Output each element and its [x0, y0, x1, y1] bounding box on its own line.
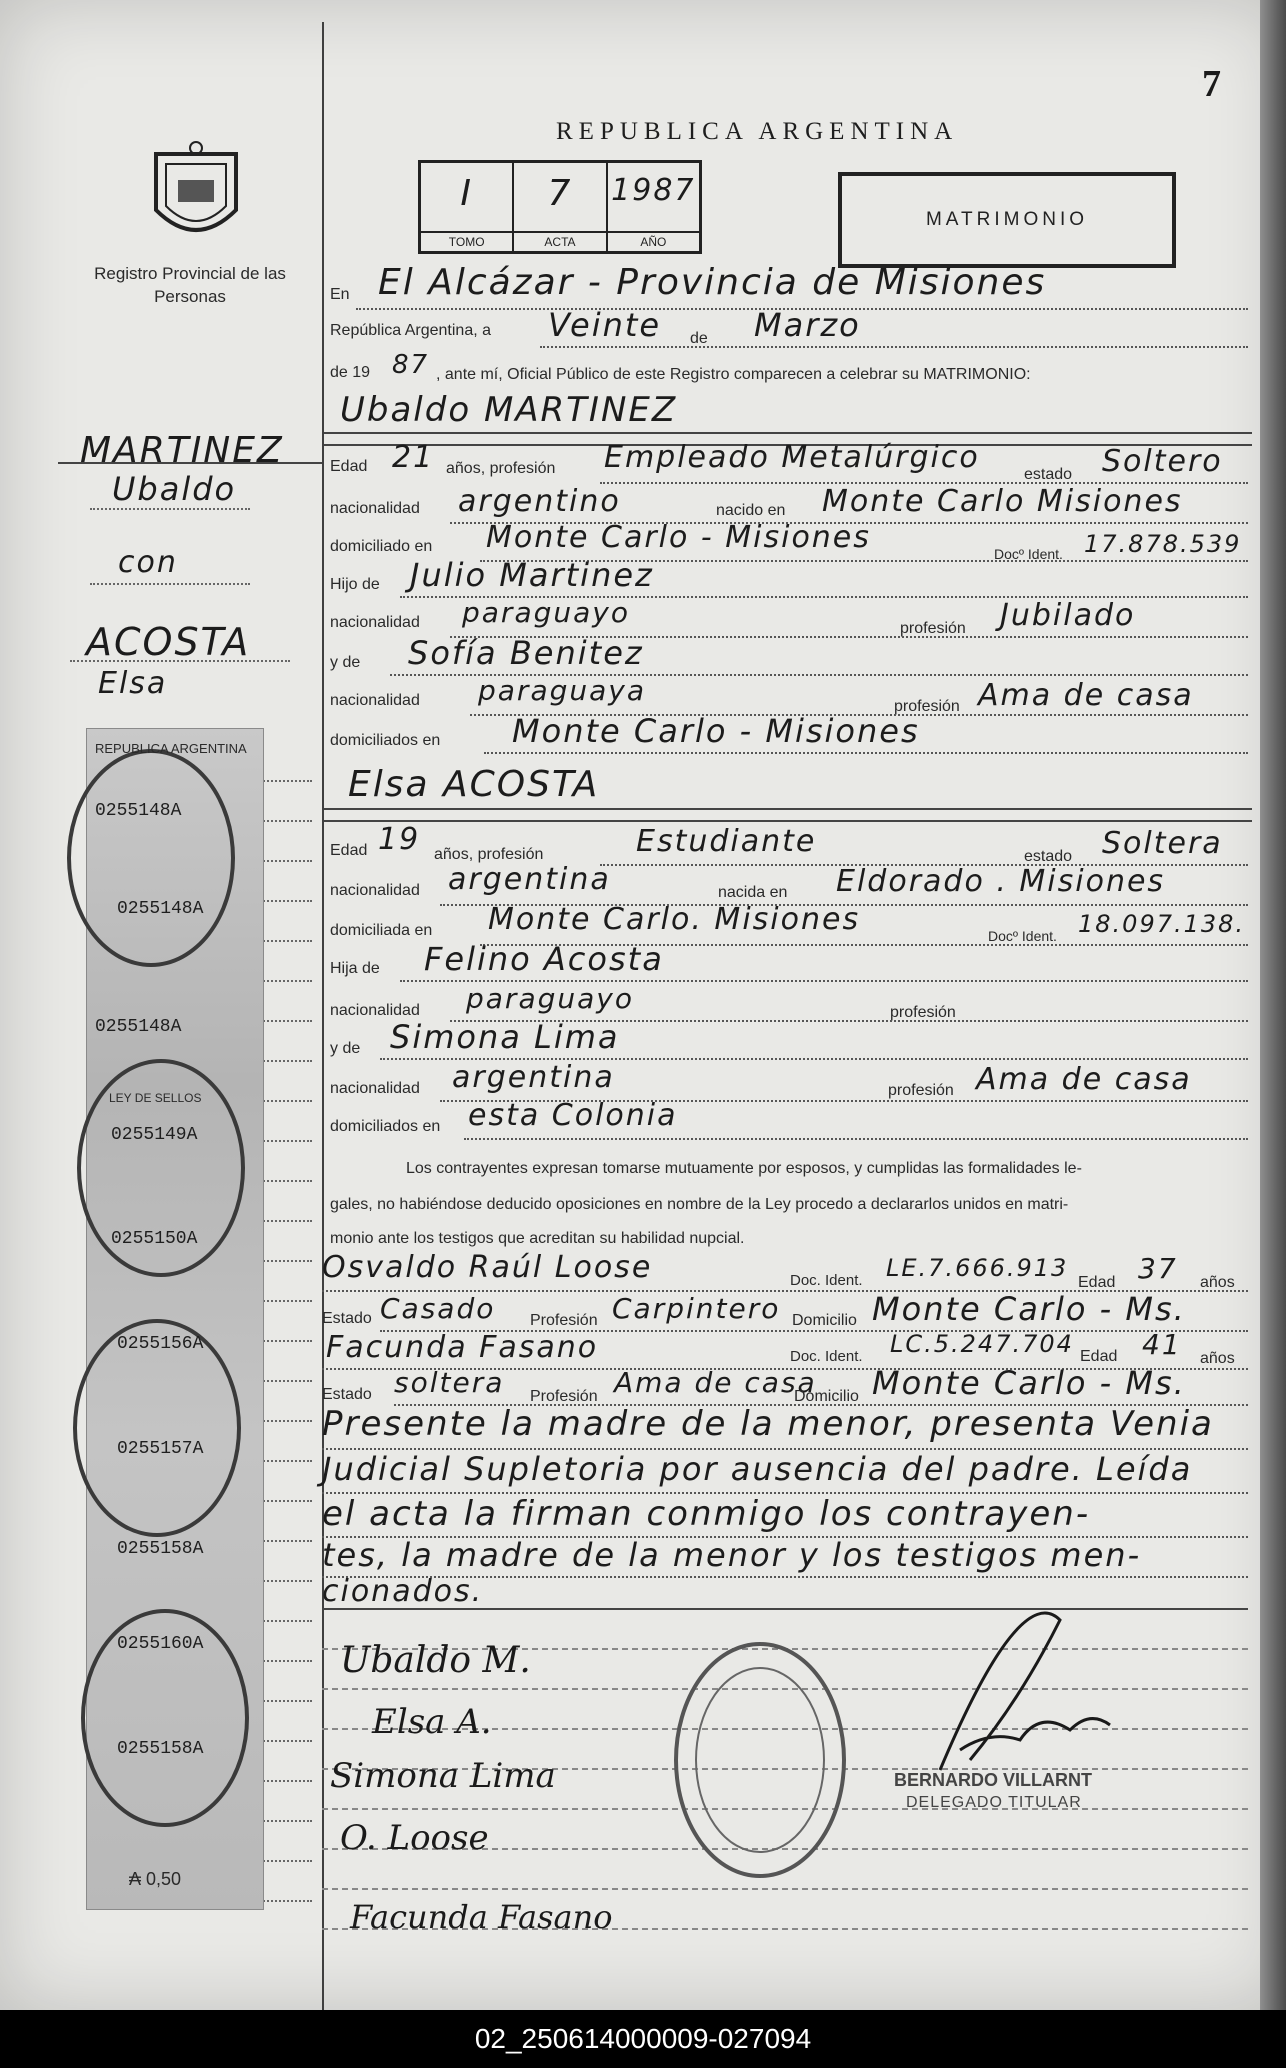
bride-father: Felino Acosta: [424, 940, 664, 978]
margin-rule: [90, 583, 250, 585]
label-hija: Hija de: [330, 960, 380, 977]
anio-label: AÑO: [608, 231, 699, 251]
file-id-bar: 02_250614000009-027094: [0, 2010, 1286, 2068]
groom-nationality: argentino: [458, 484, 621, 519]
label-ante: , ante mí, Oficial Público de este Registro comparecen a celebrar su MATRIMONIO:: [436, 366, 1031, 383]
signature-witness2: Facunda Fasano: [350, 1898, 613, 1936]
witness2-profession: Ama de casa: [614, 1366, 817, 1399]
witness1-doc: LE.7.666.913: [886, 1254, 1069, 1282]
notes-line-2: Judicial Supletoria por ausencia del padre. Leída: [322, 1450, 1193, 1488]
stamp-issuer: REPUBLICA ARGENTINA: [95, 741, 247, 756]
label-doc-ident: Doc. Ident.: [790, 1348, 863, 1365]
field-place: El Alcázar - Provincia de Misiones: [378, 262, 1047, 303]
tomo-label: TOMO: [421, 231, 512, 251]
groom-profession: Empleado Metalúrgico: [604, 440, 980, 475]
label-edad: Edad: [330, 842, 368, 859]
groom-status: Soltero: [1102, 444, 1223, 479]
notes-line-3: el acta la firman conmigo los contrayen-: [322, 1494, 1091, 1534]
label-mother-nacionalidad: nacionalidad: [330, 1080, 420, 1097]
stamp-number: 0255150A: [111, 1229, 198, 1249]
stamp-number: 0255148A: [95, 1017, 182, 1037]
acta-cell: [514, 163, 607, 251]
label-domiciliado: domiciliado en: [330, 538, 433, 555]
label-nacionalidad: nacionalidad: [330, 882, 420, 899]
witness2-status: soltera: [394, 1366, 505, 1399]
bride-mother-nationality: argentina: [452, 1060, 615, 1095]
stamp-number: 0255160A: [117, 1634, 204, 1654]
country-title: REPUBLICA ARGENTINA: [556, 118, 959, 145]
act-type-box: MATRIMONIO: [838, 172, 1176, 268]
official-seal-icon: [672, 1640, 848, 1880]
margin-con: con: [118, 545, 178, 580]
signature-groom: Ubaldo M.: [340, 1640, 531, 1681]
book-spine: [1260, 0, 1286, 2010]
groom-full-name: Ubaldo MARTINEZ: [340, 390, 678, 430]
stamp-oval: [67, 749, 235, 967]
rule: [540, 346, 1248, 348]
rule: [324, 820, 1252, 822]
label-father-profesion: profesión: [900, 620, 966, 637]
label-edad: Edad: [1080, 1348, 1118, 1365]
margin-groom-name: Ubaldo: [112, 470, 237, 508]
witness2-doc: LC.5.247.704: [890, 1330, 1074, 1358]
label-domiciliados: domiciliados en: [330, 732, 441, 749]
rule: [324, 808, 1252, 810]
stamp-number: 0255158A: [117, 1739, 204, 1759]
label-yde: y de: [330, 1040, 361, 1057]
stamp-number: 0255156A: [117, 1334, 204, 1354]
officer-title: DELEGADO TITULAR: [906, 1794, 1082, 1811]
acta-label: ACTA: [514, 231, 605, 251]
label-doc: Docº Ident.: [988, 928, 1057, 944]
signature-witness1: O. Loose: [340, 1818, 489, 1858]
anio-value: 1987: [611, 173, 696, 208]
groom-parents-domicile: Monte Carlo - Misiones: [512, 712, 920, 750]
groom-father: Julio Martinez: [410, 556, 654, 594]
label-de: de: [690, 330, 708, 347]
label-anos-profesion: años, profesión: [434, 846, 544, 863]
stamp-price: ₳ 0,50: [129, 1869, 182, 1889]
label-hijo: Hijo de: [330, 576, 380, 593]
margin-rule: [90, 508, 250, 510]
witness1-status: Casado: [380, 1292, 496, 1325]
label-estado: Estado: [322, 1310, 372, 1327]
label-father-nacionalidad: nacionalidad: [330, 1002, 420, 1019]
label-edad: Edad: [330, 458, 368, 475]
groom-father-nationality: paraguayo: [462, 596, 630, 629]
acta-value: 7: [547, 173, 573, 214]
stamp-number: 0255148A: [95, 801, 182, 821]
anio-cell: [608, 163, 699, 251]
label-yde: y de: [330, 654, 361, 671]
label-mother-nacionalidad: nacionalidad: [330, 692, 420, 709]
bride-nationality: argentina: [448, 862, 611, 897]
margin-bride-name: Elsa: [98, 666, 168, 701]
groom-birthplace: Monte Carlo Misiones: [822, 484, 1183, 519]
bride-domicile: Monte Carlo. Misiones: [488, 902, 861, 937]
witness1-profession: Carpintero: [612, 1292, 781, 1325]
declaration-line-2: gales, no habiéndose deducido oposiciones en nombre de la Ley procedo a declararlos unidos en matri-: [330, 1196, 1069, 1213]
bride-full-name: Elsa ACOSTA: [348, 764, 600, 805]
bride-mother: Simona Lima: [390, 1018, 620, 1056]
groom-doc: 17.878.539: [1084, 530, 1242, 558]
groom-father-profession: Jubilado: [1000, 598, 1136, 633]
bride-parents-domicile: esta Colonia: [468, 1098, 678, 1133]
groom-mother-nationality: paraguaya: [478, 674, 647, 707]
label-nacionalidad: nacionalidad: [330, 500, 420, 517]
witness1-age: 37: [1138, 1252, 1178, 1285]
label-profesion: Profesión: [530, 1312, 598, 1329]
label-de19: de 19: [330, 364, 371, 381]
label-domiciliada: domiciliada en: [330, 922, 433, 939]
notes-line-5: cionados.: [322, 1574, 484, 1609]
registry-seal-icon: [148, 140, 244, 250]
tomo-cell: [421, 163, 514, 251]
label-anos: años: [1200, 1350, 1235, 1367]
revenue-stamp-strip: [86, 728, 264, 1910]
registry-name: Registro Provincial de las Personas: [94, 264, 286, 306]
groom-mother-profession: Ama de casa: [978, 678, 1194, 713]
label-anos-profesion: años, profesión: [446, 460, 556, 477]
bride-status: Soltera: [1102, 826, 1223, 861]
bride-profession: Estudiante: [636, 824, 817, 859]
label-mother-profesion: profesión: [894, 698, 960, 715]
field-year: 87: [392, 350, 430, 380]
groom-age: 21: [392, 440, 435, 475]
label-doc-ident: Doc. Ident.: [790, 1272, 863, 1289]
label-nacido: nacido en: [716, 502, 786, 519]
label-estado: Estado: [322, 1386, 372, 1403]
label-en: En: [330, 286, 350, 303]
stamp-number: 0255158A: [117, 1539, 204, 1559]
signature-rule: [322, 1888, 1248, 1890]
act-number-box: [418, 160, 702, 254]
label-anos: años: [1200, 1274, 1235, 1291]
field-month: Marzo: [754, 306, 861, 344]
label-republica: República Argentina, a: [330, 322, 491, 339]
margin-divider: [322, 22, 324, 2010]
declaration-line-3: monio ante los testigos que acreditan su habilidad nupcial.: [330, 1230, 745, 1247]
witness1-name: Osvaldo Raúl Loose: [322, 1250, 653, 1285]
groom-mother: Sofía Benitez: [408, 634, 644, 672]
notes-line-1: Presente la madre de la menor, presenta Venia: [322, 1404, 1214, 1444]
label-father-profesion: profesión: [890, 1004, 956, 1021]
label-domiciliados: domiciliados en: [330, 1118, 441, 1135]
officer-signature-icon: [900, 1560, 1160, 1780]
witness1-domicile: Monte Carlo - Ms.: [872, 1290, 1186, 1328]
rule: [464, 1138, 1248, 1140]
signature-bride: Elsa A.: [372, 1702, 492, 1742]
bride-mother-profession: Ama de casa: [976, 1062, 1192, 1097]
stamp-number: 0255148A: [117, 899, 204, 919]
margin-bride-surname: ACOSTA: [86, 620, 251, 664]
rule: [324, 432, 1252, 434]
label-doc: Docº Ident.: [994, 546, 1063, 562]
stamp-law: LEY DE SELLOS: [109, 1091, 202, 1105]
label-domicilio: Domicilio: [794, 1388, 859, 1405]
bride-age: 19: [378, 822, 421, 857]
label-mother-profesion: profesión: [888, 1082, 954, 1099]
margin-rule: [58, 462, 322, 464]
bride-doc: 18.097.138.: [1078, 910, 1246, 938]
label-edad: Edad: [1078, 1274, 1116, 1291]
margin-groom-surname: MARTINEZ: [80, 430, 284, 471]
bride-birthplace: Eldorado . Misiones: [836, 864, 1166, 899]
witness2-domicile: Monte Carlo - Ms.: [872, 1364, 1186, 1402]
groom-domicile: Monte Carlo - Misiones: [486, 520, 871, 555]
label-nacida: nacida en: [718, 884, 788, 901]
notes-line-4: tes, la madre de la menor y los testigos men-: [322, 1536, 1142, 1574]
officer-name: BERNARDO VILLARNT: [894, 1770, 1092, 1790]
stamp-number: 0255149A: [111, 1125, 198, 1145]
margin-rule: [70, 660, 290, 662]
bride-father-nationality: paraguayo: [466, 982, 634, 1015]
declaration-line-1: Los contrayentes expresan tomarse mutuamente por esposos, y cumplidas las formalidades le-: [406, 1160, 1082, 1177]
stamp-number: 0255157A: [117, 1439, 204, 1459]
page-number: 7: [1202, 63, 1221, 105]
label-domicilio: Domicilio: [792, 1312, 857, 1329]
label-profesion: Profesión: [530, 1388, 598, 1405]
label-estado: estado: [1024, 466, 1073, 483]
signature-mother: Simona Lima: [330, 1756, 556, 1796]
field-day: Veinte: [548, 306, 662, 344]
label-estado: estado: [1024, 848, 1073, 865]
label-father-nacionalidad: nacionalidad: [330, 614, 420, 631]
tomo-value: I: [460, 173, 473, 214]
rule: [484, 752, 1248, 754]
witness2-age: 41: [1142, 1328, 1182, 1361]
witness2-name: Facunda Fasano: [326, 1330, 599, 1365]
